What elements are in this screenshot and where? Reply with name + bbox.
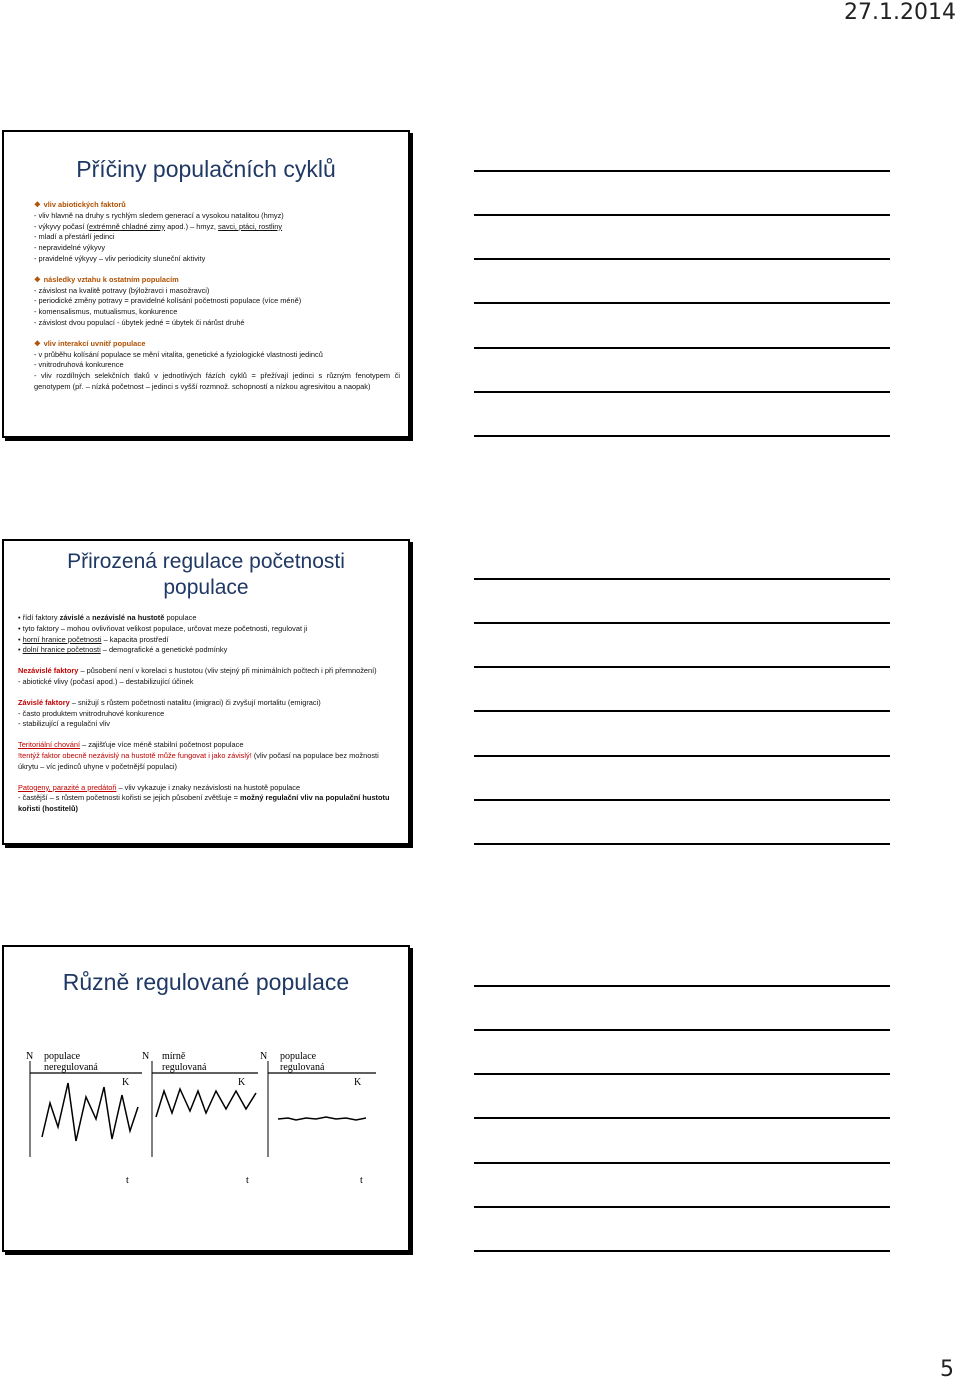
list-item: • tyto faktory – mohou ovlivňovat velikost populace, určovat meze početnosti, regulovat ji xyxy=(18,624,400,635)
text-line: - vliv rozdílných selekčních tlaků v jednotlivých fázích cyklů = přežívají jedinci s různým fenotypem či genotypem (př. – nízká početnost – jedinci s vyšší rozmnož. schopností a nízkou agresivitou a naopak) xyxy=(34,371,400,391)
diamond-bullet-icon: ❖ xyxy=(34,338,41,348)
carrying-capacity-label: K xyxy=(238,1077,246,1088)
panel-label: populace regulovaná xyxy=(280,1051,325,1073)
section-heading: následky vztahu k ostatním populacím xyxy=(43,274,179,284)
paragraph-patogeny: Patogeny, parazité a predátoři – vliv vykazuje i znaky nezávislosti na hustotě populace - častější – s růstem početnosti kořisti se jejich působení zvětšuje = možný regulační vliv na populační hustotu kořisti (hostitelů) xyxy=(18,782,390,814)
text-line: - nepravidelné výkyvy xyxy=(34,243,106,253)
carrying-capacity-label: K xyxy=(122,1077,130,1088)
text-line: - pravidelné výkyvy – vliv periodicity sluneční aktivity xyxy=(34,253,206,263)
graph-panel-mildly-regulated xyxy=(140,1047,260,1187)
diamond-bullet-icon: ❖ xyxy=(34,274,41,284)
text-line: - periodické změny potravy = pravidelné kolísání početnosti populace (více méně) xyxy=(34,296,302,306)
section-heading: vliv abiotických faktorů xyxy=(43,200,126,209)
text-line: - výkyvy počasí (extrémně chladné zimy apod.) – hmyz, savci, ptáci, rostliny xyxy=(34,221,283,231)
section-heading: vliv interakcí uvnitř populace xyxy=(43,338,146,348)
graph-panel-unregulated xyxy=(24,1047,144,1187)
text-line: - závislost dvou populací - úbytek jedné = úbytek či nárůst druhé xyxy=(34,317,245,327)
text-line: - závislost na kvalitě potravy (býložravci i masožravci) xyxy=(34,285,210,295)
bullet-list xyxy=(18,613,400,656)
slide-populacni-cykly xyxy=(2,130,410,438)
section-other-populations xyxy=(34,275,400,329)
list-item: • řídí faktory závislé a nezávislé na hustotě populace xyxy=(18,613,400,624)
page-number: 5 xyxy=(940,1357,954,1382)
text-line: - vliv hlavně na druhy s rychlým sledem generací a vysokou natalitou (hmyz) xyxy=(34,210,284,220)
slide-title: Různě regulované populace xyxy=(62,969,350,995)
slide-ruzne-regulovane xyxy=(2,945,410,1252)
slide-title: Příčiny populačních cyklů xyxy=(76,156,336,182)
axis-label-n: N xyxy=(260,1051,268,1062)
axis-label-t: t xyxy=(126,1175,129,1186)
paragraph-zavisle: Závislé faktory – snižují s růstem početnosti natalitu (imigraci) či zvyšují mortalitu (emigraci) - často produktem vnitrodruhové konkurence - stabilizující a regulační vliv xyxy=(18,697,321,729)
section-abiotic xyxy=(34,200,400,265)
slide-prirozena-regulace xyxy=(2,539,410,845)
carrying-capacity-label: K xyxy=(354,1077,362,1088)
axis-label-t: t xyxy=(246,1175,249,1186)
graph-svg xyxy=(260,1047,390,1167)
graph-svg xyxy=(140,1047,260,1167)
paragraph-teritorialni: Teritoriální chování – zajišťuje více méně stabilní početnost populace !tentýž faktor obecně nezávislý na hustotě může fungovat i jako závislý! (vliv počasí na populace bez možnosti úkrytu – víc jedinců uhyne v početnější populaci) xyxy=(18,740,379,771)
slide-body xyxy=(34,200,400,403)
graph-svg xyxy=(24,1047,144,1167)
section-internal xyxy=(34,339,400,393)
text-line: - komensalismus, mutualismus, konkurence xyxy=(34,307,178,317)
list-item: • dolní hranice početnosti – demografické a genetické podmínky xyxy=(18,645,400,656)
date-header: 27.1.2014 xyxy=(844,0,956,25)
list-item: • horní hranice početnosti – kapacita prostředí xyxy=(18,635,400,646)
text-line: - mladí a přestárlí jedinci xyxy=(34,232,115,242)
text-line: - v průběhu kolísání populace se mění vitalita, genetické a fyziologické vlastnosti jedinců xyxy=(34,349,323,359)
axis-label-n: N xyxy=(142,1051,150,1062)
panel-label: populace neregulovaná xyxy=(44,1051,98,1073)
axis-label-t: t xyxy=(360,1175,363,1186)
diamond-bullet-icon: ❖ xyxy=(34,200,41,209)
text-line: - vnitrodruhová konkurence xyxy=(34,360,124,370)
graph-panel-regulated xyxy=(260,1047,390,1187)
panel-label: mírně regulovaná xyxy=(162,1051,207,1073)
slide-body xyxy=(18,613,400,825)
axis-label-n: N xyxy=(26,1051,34,1062)
slide-title: Přirozená regulace početnosti populace xyxy=(67,550,345,599)
paragraph-nezavisle: Nezávislé faktory – působení není v korelaci s hustotou (vliv stejný při minimálních počtech i při přemnožení) - abiotické vlivy (počasí apod.) – destabilizující účinek xyxy=(18,666,377,686)
